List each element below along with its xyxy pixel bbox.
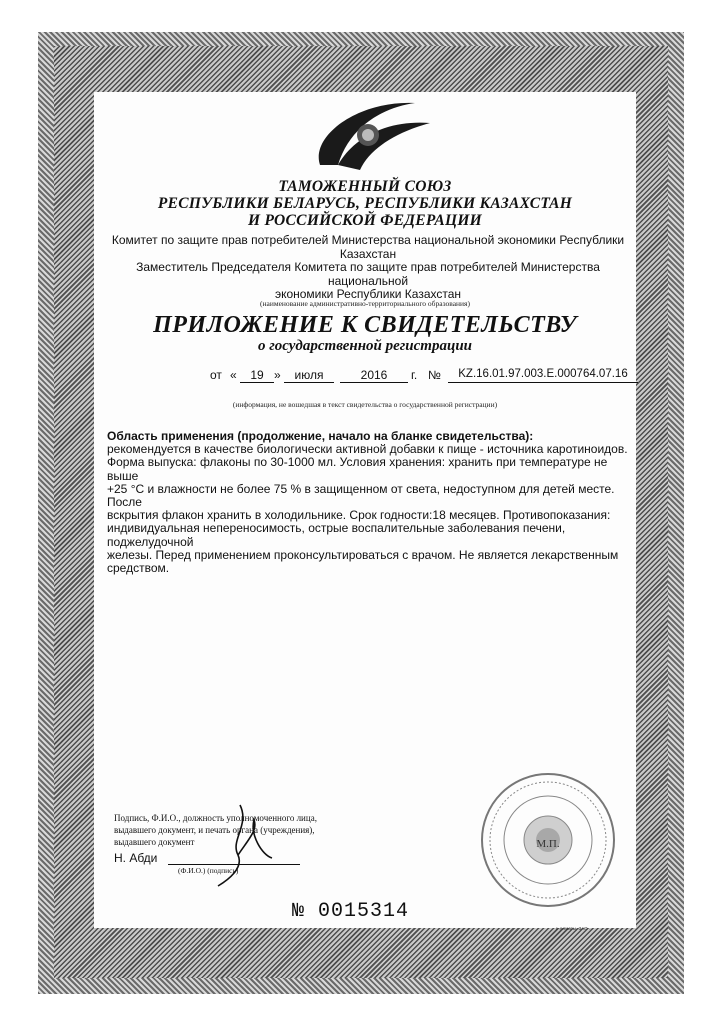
signer-name: Н. Абди bbox=[114, 851, 158, 865]
issuing-authority bbox=[98, 234, 638, 302]
name-caption: (Ф.И.О.) (подпись) bbox=[178, 866, 239, 875]
authority-line: Заместитель Председателя Комитета по защите прав потребителей Министерства национальной bbox=[136, 260, 600, 288]
handwritten-signature-icon bbox=[210, 800, 280, 890]
seal-label: М.П. bbox=[536, 838, 560, 850]
authority-line: экономики Республики Казахстан bbox=[274, 287, 462, 301]
signature-caption-line: Подпись, Ф.И.О., должность уполномоченного лица, bbox=[114, 813, 317, 823]
document-subtitle: о государственной регистрации bbox=[257, 338, 473, 354]
scope-of-application bbox=[107, 430, 637, 575]
scope-line: железы. Перед применением проконсультироваться с врачом. Не является лекарственным bbox=[107, 547, 619, 562]
scope-line: индивидуальная непереносимость, острые воспалительные заболевания печени, поджелудочной bbox=[107, 521, 566, 549]
printer-mark: г. Алматы, ЗАО ... bbox=[556, 926, 593, 931]
scope-heading: Область применения (продолжение, начало на бланке свидетельства): bbox=[107, 429, 534, 443]
registration-day: 19 bbox=[240, 368, 274, 383]
registration-year: 2016 bbox=[340, 368, 408, 383]
scope-line: рекомендуется в качестве биологически активной добавки к пище - источника каротиноидов. bbox=[107, 442, 628, 457]
customs-union-logo-icon bbox=[300, 95, 440, 175]
registration-month: июля bbox=[284, 368, 334, 383]
signature-caption-line: выдавшего документ, и печать органа (учреждения), bbox=[114, 825, 315, 835]
serial-number: 0015314 bbox=[318, 900, 410, 923]
union-line: И РОССИЙСКОЙ ФЕДЕРАЦИИ bbox=[247, 212, 483, 229]
union-line: ТАМОЖЕННЫЙ СОЮЗ bbox=[278, 178, 452, 195]
union-line: РЕСПУБЛИКИ БЕЛАРУСЬ, РЕСПУБЛИКИ КАЗАХСТАН bbox=[157, 195, 573, 212]
scope-line: +25 °С и влажности не более 75 % в защищенном от света, недоступном для детей месте. После bbox=[107, 481, 615, 510]
year-suffix: г. bbox=[411, 368, 418, 382]
number-label: № bbox=[428, 368, 441, 382]
quote-close: » bbox=[274, 368, 281, 382]
registration-note: (информация, не вошедшая в текст свидетельства о государственной регистрации) bbox=[232, 400, 498, 409]
document-title: ПРИЛОЖЕНИЕ К СВИДЕТЕЛЬСТВУ bbox=[153, 312, 577, 338]
scope-line: вскрытия флакон хранить в холодильнике. Срок годности:18 месяцев. Противопоказания: bbox=[107, 508, 611, 523]
from-label: от bbox=[210, 368, 222, 382]
authority-note: (наименование административно-территориального образования) bbox=[259, 299, 470, 308]
scope-line: средством. bbox=[107, 561, 170, 576]
authority-line: Казахстан bbox=[339, 246, 397, 261]
scope-line: Форма выпуска: флаконы по 30-1000 мл. Условия хранения: хранить при температуре не выше bbox=[107, 455, 608, 483]
customs-union-header bbox=[94, 178, 636, 229]
registration-number: KZ.16.01.97.003.E.000764.07.16 bbox=[448, 368, 638, 383]
quote-open: « bbox=[230, 368, 237, 382]
authority-line: Комитет по защите прав потребителей Министерства национальной экономики Республики bbox=[111, 233, 625, 247]
signature-caption-line: выдавшего документ bbox=[114, 837, 195, 847]
serial-prefix: № bbox=[292, 900, 306, 923]
blank-serial-number bbox=[292, 900, 409, 923]
